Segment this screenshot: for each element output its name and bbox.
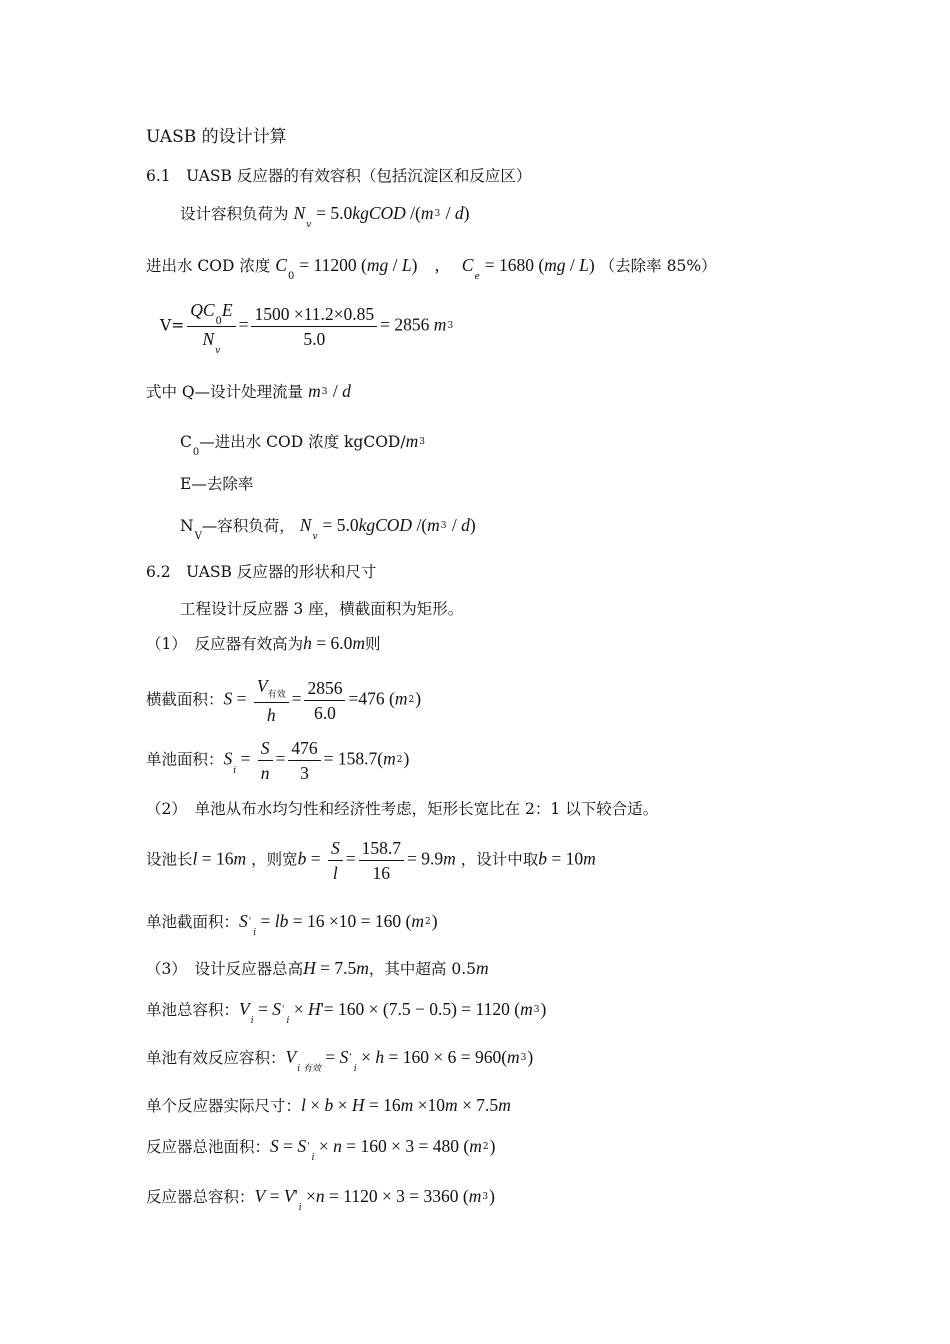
length-width-line: 设池长l = 16m ，则宽b = $\frac{S}{l}$ = $\frac{158.7}{16}$ = 9.9m ，设计中取b = 10m xyxy=(146,838,596,883)
volume-formula: V= $\frac{QC_0E}{N_v}$ = $\frac{1500 \times 11.2\times 0.85}{5.0}$ = 2856 m3 xyxy=(160,300,454,356)
reactor-intro: 工程设计反应器 3 座，横截面积为矩形。 xyxy=(180,600,464,618)
single-total-volume-formula: 单池总容积：$V_i = S'_i \times H'= 160 \times (7.5 - 0.5) = 1120$ (m3) xyxy=(146,999,547,1026)
total-area-formula: 反应器总池面积：$S = S'_i \times n = 160 \times 3 = 480$ (m2) xyxy=(146,1136,496,1163)
cross-area-label: 横截面积： xyxy=(146,690,224,709)
section-6-1-heading: 6.1 UASB 反应器的有效容积（包括沉淀区和反应区） xyxy=(146,167,532,185)
item-3-line: （3） 设计反应器总高H = 7.5m，其中超高 0.5m xyxy=(146,958,489,978)
total-area-label: 反应器总池面积： xyxy=(146,1138,271,1156)
single-area-label: 单池面积： xyxy=(146,750,224,769)
c0-desc: —进出水 COD 浓度 kgCOD/ xyxy=(199,433,406,451)
nv-desc: —容积负荷， xyxy=(201,517,295,535)
section-6-2-heading: 6.2 UASB 反应器的形状和尺寸 xyxy=(146,563,377,581)
where-q-line: 式中 Q—设计处理流量 m3 / d xyxy=(146,381,351,401)
item-1-suffix: 则 xyxy=(365,635,381,653)
width-mid: ，则宽 xyxy=(251,850,298,869)
item-3-mid: ，其中超高 0.5 xyxy=(368,960,476,978)
where-q-text: 式中 Q—设计处理流量 xyxy=(146,383,304,401)
single-section-formula: 单池截面积：$S'_i$ = lb = 16 ×10 = 160 (m2) xyxy=(146,911,438,938)
cross-area-formula: 横截面积：S = $\frac{V_{有效}}{h}$ = $\frac{2856}{6.0}$ =476 (m2) xyxy=(146,676,422,725)
length-prefix: 设池长 xyxy=(146,850,193,869)
single-area-formula: 单池面积：$S_i$ = $\frac{S}{n}$ = $\frac{476}{3}$ = 158.7(m2) xyxy=(146,738,410,783)
single-eff-vol-label: 单池有效反应容积： xyxy=(146,1049,286,1067)
c0-definition: $C_0—$进出水 COD 浓度 kgCOD/m3 xyxy=(180,431,425,458)
volume-label: V= xyxy=(160,316,185,335)
single-total-vol-label: 单池总容积： xyxy=(146,1001,240,1019)
design-load-label: 设计容积负荷为 xyxy=(180,205,289,223)
design-load-line: 设计容积负荷为 $N_v$ = 5.0kgCOD /(m3 / d) xyxy=(180,203,470,230)
actual-size-label: 单个反应器实际尺寸： xyxy=(146,1097,302,1115)
e-definition: E—去除率 xyxy=(180,475,254,493)
item-1-line: （1） 反应器有效高为h = 6.0m则 xyxy=(146,633,381,653)
total-volume-formula: 反应器总容积：$V = V'_i \times n = 1120 \times 3 = 3360$ (m3) xyxy=(146,1186,495,1213)
single-section-label: 单池截面积： xyxy=(146,913,240,931)
single-effective-volume-formula: 单池有效反应容积：$V_{i 有效} = S'_i \times h = 160 \times 6 = 960(m3)$ xyxy=(146,1047,534,1074)
removal-note: （去除率 85%） xyxy=(599,257,717,275)
width-design: ，设计中取 xyxy=(460,850,539,869)
influent-prefix: 进出水 COD 浓度 xyxy=(146,257,271,275)
item-1-prefix: （1） 反应器有效高为 xyxy=(146,635,304,653)
influent-effluent-line: 进出水 COD 浓度 $C_0 = 11200$ (mg / L) , $C_e = 1680$ (mg / L) （去除率 85%） xyxy=(146,255,717,282)
page-title: UASB 的设计计算 xyxy=(146,127,287,147)
nv-definition: $N_V—$容积负荷， $N_v$ = 5.0kgCOD /(m3 / d) xyxy=(180,515,476,542)
item-2-line: （2） 单池从布水均匀性和经济性考虑，矩形长宽比在 2：1 以下较合适。 xyxy=(146,800,659,818)
total-vol-label: 反应器总容积： xyxy=(146,1188,255,1206)
actual-size-formula: 单个反应器实际尺寸：l × b × H = 16m ×10m × 7.5m xyxy=(146,1095,511,1115)
item-3-prefix: （3） 设计反应器总高 xyxy=(146,960,304,978)
